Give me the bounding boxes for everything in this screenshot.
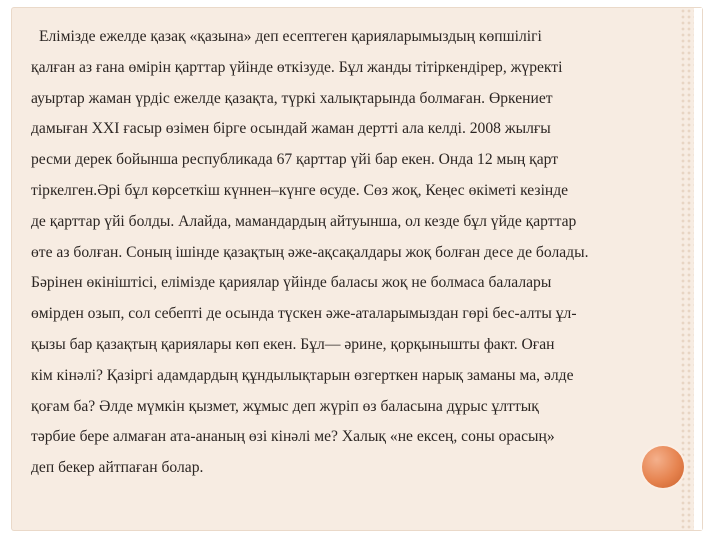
paragraph-line: тіркелген.Әрі бұл көрсеткіш күннен–күнге өсуде. Сөз жоқ, Кеңес өкіметі кезінде <box>31 181 569 199</box>
card-right-edge <box>694 8 702 530</box>
paragraph-line: өмірден озып, сол себепті де осында түскен әже-аталарымыздан гөрі бес-алты ұл- <box>31 305 577 323</box>
paragraph-line: Елімізде ежелде қазақ «қазына» деп есептеген қарияларымыздың көпшілігі <box>39 28 542 45</box>
paragraph-line: Бәрінен өкініштісі, елімізде қариялар үйінде баласы жоқ не болмаса балалары <box>31 274 552 292</box>
dotted-border-decoration <box>680 8 694 530</box>
paragraph-line: қызы бар қазақтың қариялары көп екен. Бұл— әрине, қорқынышты факт. Оған <box>31 335 555 353</box>
paragraph-line: дамыған XXI ғасыр өзімен бірге осындай жаман дертті ала келді. 2008 жылғы <box>31 120 551 138</box>
paragraph-line: де қарттар үйі болды. Алайда, мамандардың айтуынша, ол кезде бұл үйде қарттар <box>31 212 577 230</box>
paragraph-line: қалған аз ғана өмірін қарттар үйінде өткізуде. Бұл жанды тітіркендірер, жүректі <box>31 58 563 76</box>
orange-circle-decoration-icon <box>642 446 684 488</box>
body-paragraph <box>31 22 681 484</box>
paragraph-line: кім кінәлі? Қазіргі адамдардың құндылықтарын өзгерткен нарық заманы ма, әлде <box>31 366 574 384</box>
paragraph-line: ресми дерек бойынша республикада 67 қарттар үйі бар екен. Онда 12 мың қарт <box>31 151 559 169</box>
paragraph-line: деп бекер айтпаған болар. <box>31 459 204 477</box>
paragraph-line: ауыртар жаман үрдіс ежелде қазақта, түркі халықтарында болмаған. Өркениет <box>31 89 553 107</box>
paragraph-line: өте аз болған. Соның ішінде қазақтың әже-ақсақалдары жоқ болған десе де болады. <box>31 243 589 261</box>
paragraph-line: тәрбие бере алмаған ата-ананың өзі кінәлі ме? Халық «не ексең, соны орасың» <box>31 428 555 446</box>
paragraph-line: қоғам ба? Әлде мүмкін қызмет, жұмыс деп жүріп өз баласына дұрыс ұлттық <box>31 397 539 415</box>
